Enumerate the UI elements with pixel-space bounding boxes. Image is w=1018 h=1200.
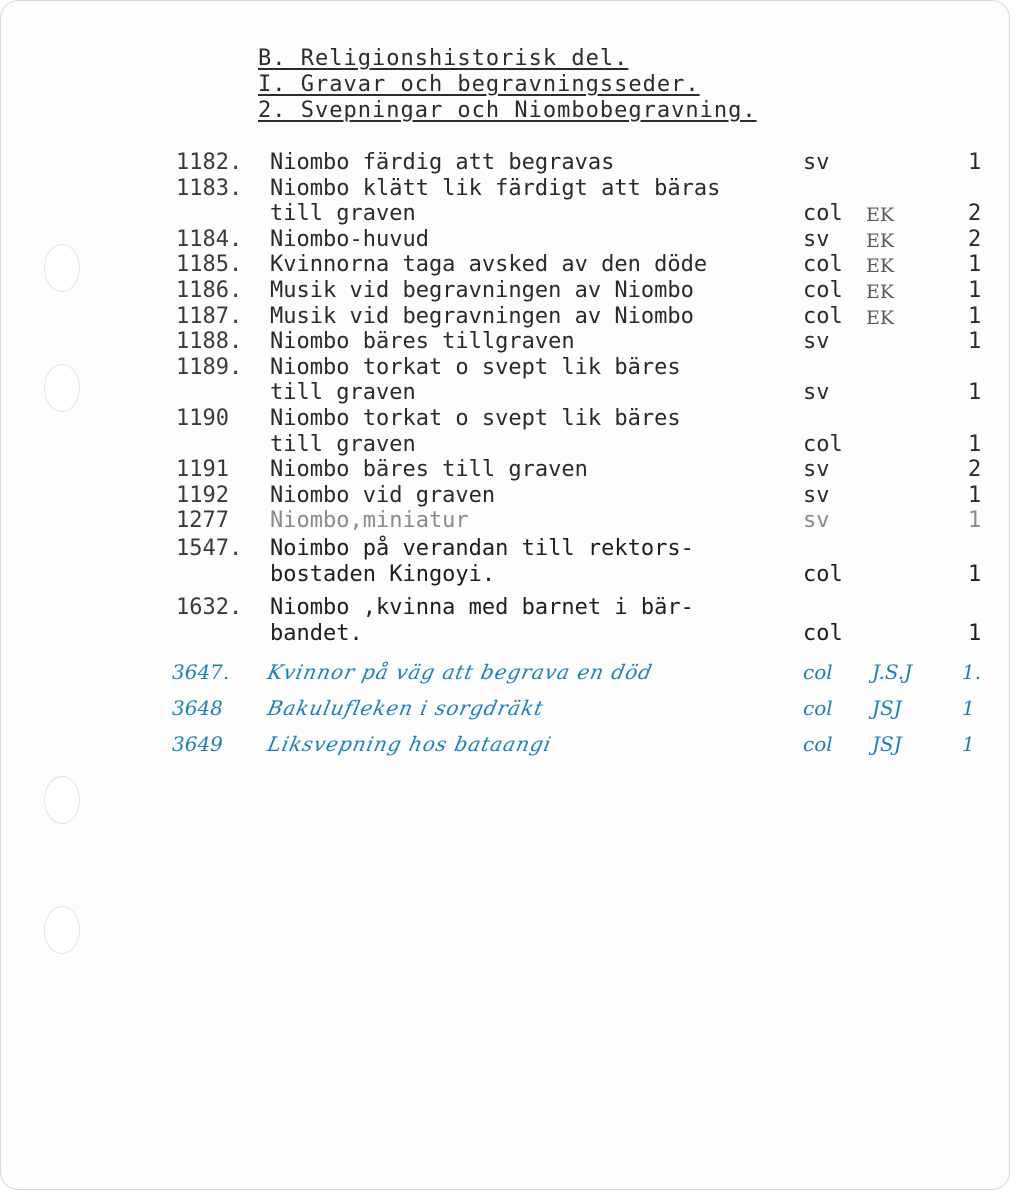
entry-type: col — [803, 431, 843, 457]
handwritten-entry — [0, 656, 1018, 692]
handwritten-initials: JSJ — [872, 696, 902, 721]
list-item — [0, 508, 1018, 534]
list-item — [0, 278, 1018, 304]
entry-title: Niombo bäres tillgraven — [270, 329, 575, 355]
handwritten-type: col — [803, 696, 833, 721]
entry-ek-mark: EK — [866, 204, 895, 227]
entry-type: sv — [803, 150, 830, 175]
entry-type: col — [803, 303, 843, 329]
punch-hole — [44, 906, 80, 954]
entry-title: Niombo bäres till graven — [270, 457, 588, 483]
entry-number: 1187. — [176, 303, 243, 329]
entry-type: col — [803, 561, 843, 587]
entry-count: 2 — [968, 201, 982, 227]
entry-number: 1547. — [176, 535, 243, 561]
entry-title-continued: till graven — [270, 201, 416, 227]
card-header — [258, 46, 757, 124]
entry-number: 1184. — [176, 226, 243, 252]
entry-number: 1183. — [176, 175, 243, 201]
handwritten-initials: JSJ — [872, 732, 902, 757]
handwritten-title: Liksvepning hos bataangi — [265, 732, 555, 757]
entry-number: 1191 — [176, 457, 229, 483]
entry-count: 1 — [968, 508, 982, 534]
list-item — [0, 355, 1018, 406]
handwritten-type: col — [803, 732, 833, 757]
entry-count: 1 — [968, 561, 982, 587]
entry-count: 1 — [968, 380, 982, 406]
entry-title: Niombo torkat o svept lik bäres — [270, 405, 681, 431]
entry-title: Musik vid begravningen av Niombo — [270, 277, 694, 303]
handwritten-entry — [0, 728, 1018, 764]
entry-type: sv — [803, 508, 830, 534]
entry-count: 1 — [968, 303, 982, 329]
list-item — [0, 536, 1018, 587]
list-item — [0, 252, 1018, 278]
list-item — [0, 150, 1018, 176]
handwritten-number: 3647. — [172, 660, 230, 685]
entry-type: sv — [803, 457, 830, 483]
list-item — [0, 329, 1018, 355]
entry-count: 1 — [968, 277, 982, 303]
entry-number: 1277 — [176, 508, 229, 534]
handwritten-entry — [0, 692, 1018, 728]
list-item — [0, 595, 1018, 646]
handwritten-count: 1 — [962, 732, 975, 757]
handwritten-title: Kvinnor på väg att begrava en död — [265, 660, 655, 685]
punch-hole — [44, 776, 80, 824]
entry-type: sv — [803, 380, 830, 406]
entry-title: Kvinnorna taga avsked av den döde — [270, 252, 708, 278]
entry-title-continued: till graven — [270, 380, 416, 406]
entry-count: 1 — [968, 150, 982, 175]
entry-type: sv — [803, 482, 830, 508]
list-item — [0, 227, 1018, 253]
entry-title-continued: bandet. — [270, 620, 363, 646]
entry-count: 2 — [968, 457, 982, 483]
entry-title: Niombo-huvud — [270, 226, 429, 252]
handwritten-spacer — [0, 646, 1018, 656]
entry-title-continued: bostaden Kingoyi. — [270, 561, 496, 587]
entry-count: 1 — [968, 482, 982, 508]
entry-number: 1182. — [176, 150, 243, 175]
handwritten-title: Bakulufleken i sorgdräkt — [265, 696, 547, 721]
entry-title: Niombo torkat o svept lik bäres — [270, 354, 681, 380]
entry-count: 2 — [968, 226, 982, 252]
entry-count: 1 — [968, 252, 982, 278]
entry-number: 1190 — [176, 405, 229, 431]
entry-title: Niombo ,kvinna med barnet i bär- — [270, 595, 694, 621]
entries-list — [0, 150, 1018, 764]
entry-ek-mark: EK — [866, 280, 895, 303]
entry-number: 1185. — [176, 252, 243, 278]
list-item — [0, 406, 1018, 457]
header-subsection: I. Gravar och begravningsseder. — [258, 72, 700, 97]
entry-title: Musik vid begravningen av Niombo — [270, 303, 694, 329]
list-item — [0, 176, 1018, 227]
entry-count: 1 — [968, 329, 982, 355]
entry-count: 1 — [968, 620, 982, 646]
handwritten-initials: J.S.J — [872, 660, 913, 685]
handwritten-number: 3648 — [172, 696, 223, 721]
entry-type: col — [803, 620, 843, 646]
entry-ek-mark: EK — [866, 255, 895, 278]
entry-type: sv — [803, 329, 830, 355]
entry-title: Niombo vid graven — [270, 482, 496, 508]
header-subsubsection: 2. Svepningar och Niombobegravning. — [258, 98, 757, 123]
list-item — [0, 457, 1018, 483]
entry-number: 1188. — [176, 329, 243, 355]
list-item — [0, 483, 1018, 509]
entry-ek-mark: EK — [866, 229, 895, 252]
entry-title: Niombo klätt lik färdigt att bäras — [270, 175, 721, 201]
entry-ek-mark: EK — [866, 306, 895, 329]
entry-number: 1632. — [176, 595, 243, 621]
handwritten-type: col — [803, 660, 833, 685]
entry-type: col — [803, 277, 843, 303]
entry-title: Niombo färdig att begravas — [270, 150, 615, 175]
entry-type: col — [803, 201, 843, 227]
handwritten-count: 1. — [962, 660, 982, 685]
entry-number: 1189. — [176, 354, 243, 380]
header-section: B. Religionshistorisk del. — [258, 46, 629, 71]
list-item — [0, 304, 1018, 330]
handwritten-number: 3649 — [172, 732, 223, 757]
handwritten-count: 1 — [962, 696, 975, 721]
entry-title: Noimbo på verandan till rektors- — [270, 535, 694, 561]
entry-count: 1 — [968, 431, 982, 457]
entry-type: col — [803, 252, 843, 278]
entry-title: Niombo,miniatur — [270, 508, 469, 534]
entry-number: 1192 — [176, 482, 229, 508]
entry-title-continued: till graven — [270, 431, 416, 457]
entry-type: sv — [803, 226, 830, 252]
entry-number: 1186. — [176, 277, 243, 303]
